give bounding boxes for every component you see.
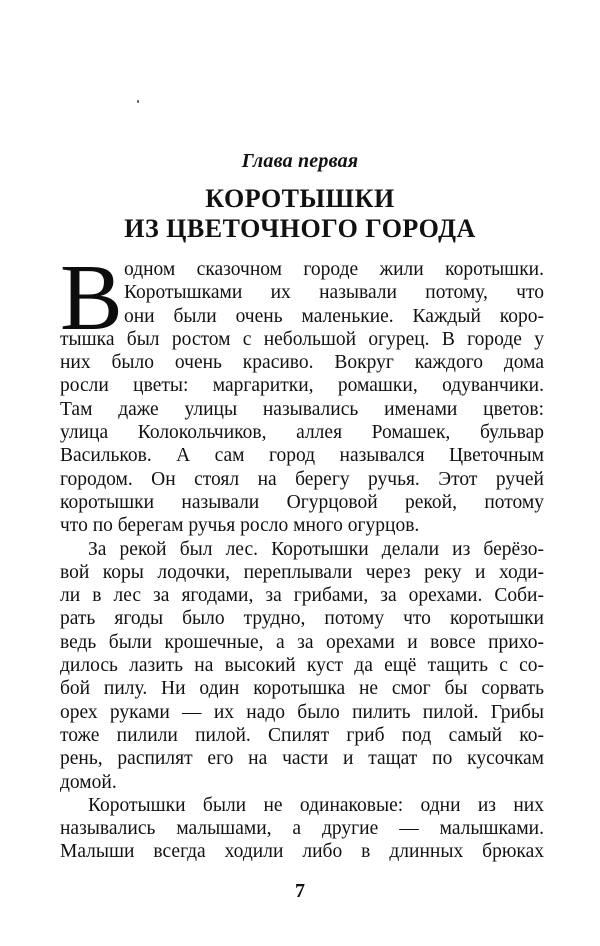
text-line: ведь были крошечные, а за орехами и вовсе прихо- [60,631,544,653]
chapter-title-line-2: ИЗ ЦВЕТОЧНОГО ГОРОДА [124,214,476,243]
drop-cap: В [60,246,123,350]
text-line: городом. Он стоял на берегу ручья. Этот ручей [60,468,544,490]
text-line: одном сказочном городе жили коротышки. [124,259,544,280]
paper-speck [137,100,139,103]
text-line: Васильков. А сам город назывался Цветочным [60,445,544,467]
text-line: домой. [60,771,117,793]
text-line: рень, распилят его на части и тащат по кусочкам [60,748,544,770]
chapter-heading: Глава первая [241,150,359,172]
text-line: что по берегам ручья росло много огурцов. [60,515,420,537]
text-line: бой пилу. Ни один коротышка не смог бы сорвать [60,678,544,700]
text-line: дилось лазить на высокий куст да ещё тащить с со- [60,655,544,677]
body-text [60,246,544,864]
text-line: коротышки называли Огурцовой рекой, потому [60,491,544,513]
text-line: орех руками — их надо было пилить пилой. Грибы [60,701,544,723]
chapter-title-line-1: КОРОТЫШКИ [205,184,395,213]
text-line: рать ягоды было трудно, потому что коротышки [60,608,544,630]
text-line: Малыши всегда ходили либо в длинных брюках [60,841,544,863]
text-line: ли в лес за ягодами, за грибами, за орехами. Соби- [60,585,544,607]
text-line: назывались малышами, а другие — малышками. [60,818,544,840]
text-line: тоже пилили пилой. Спилят гриб под самый ко- [60,724,544,746]
text-line: них было очень красиво. Вокруг каждого дома [60,352,544,374]
text-line: Коротышками их называли потому, что [124,282,544,304]
text-line: улица Колокольчиков, аллея Ромашек, бульвар [60,422,544,444]
text-line: За рекой был лес. Коротышки делали из берёзо- [88,538,544,560]
text-line: вой коры лодочки, переплывали через реку и ходи- [60,561,544,583]
text-line: тышка был ростом с небольшой огурец. В городе у [60,328,544,350]
text-line: они были очень маленькие. Каждый коро- [124,305,544,327]
text-line: Коротышки были не одинаковые: одни из них [88,794,544,816]
page-number: 7 [295,880,305,902]
text-line: Там даже улицы назывались именами цветов: [60,398,544,420]
text-line: росли цветы: маргаритки, ромашки, одуванчики. [60,375,544,397]
